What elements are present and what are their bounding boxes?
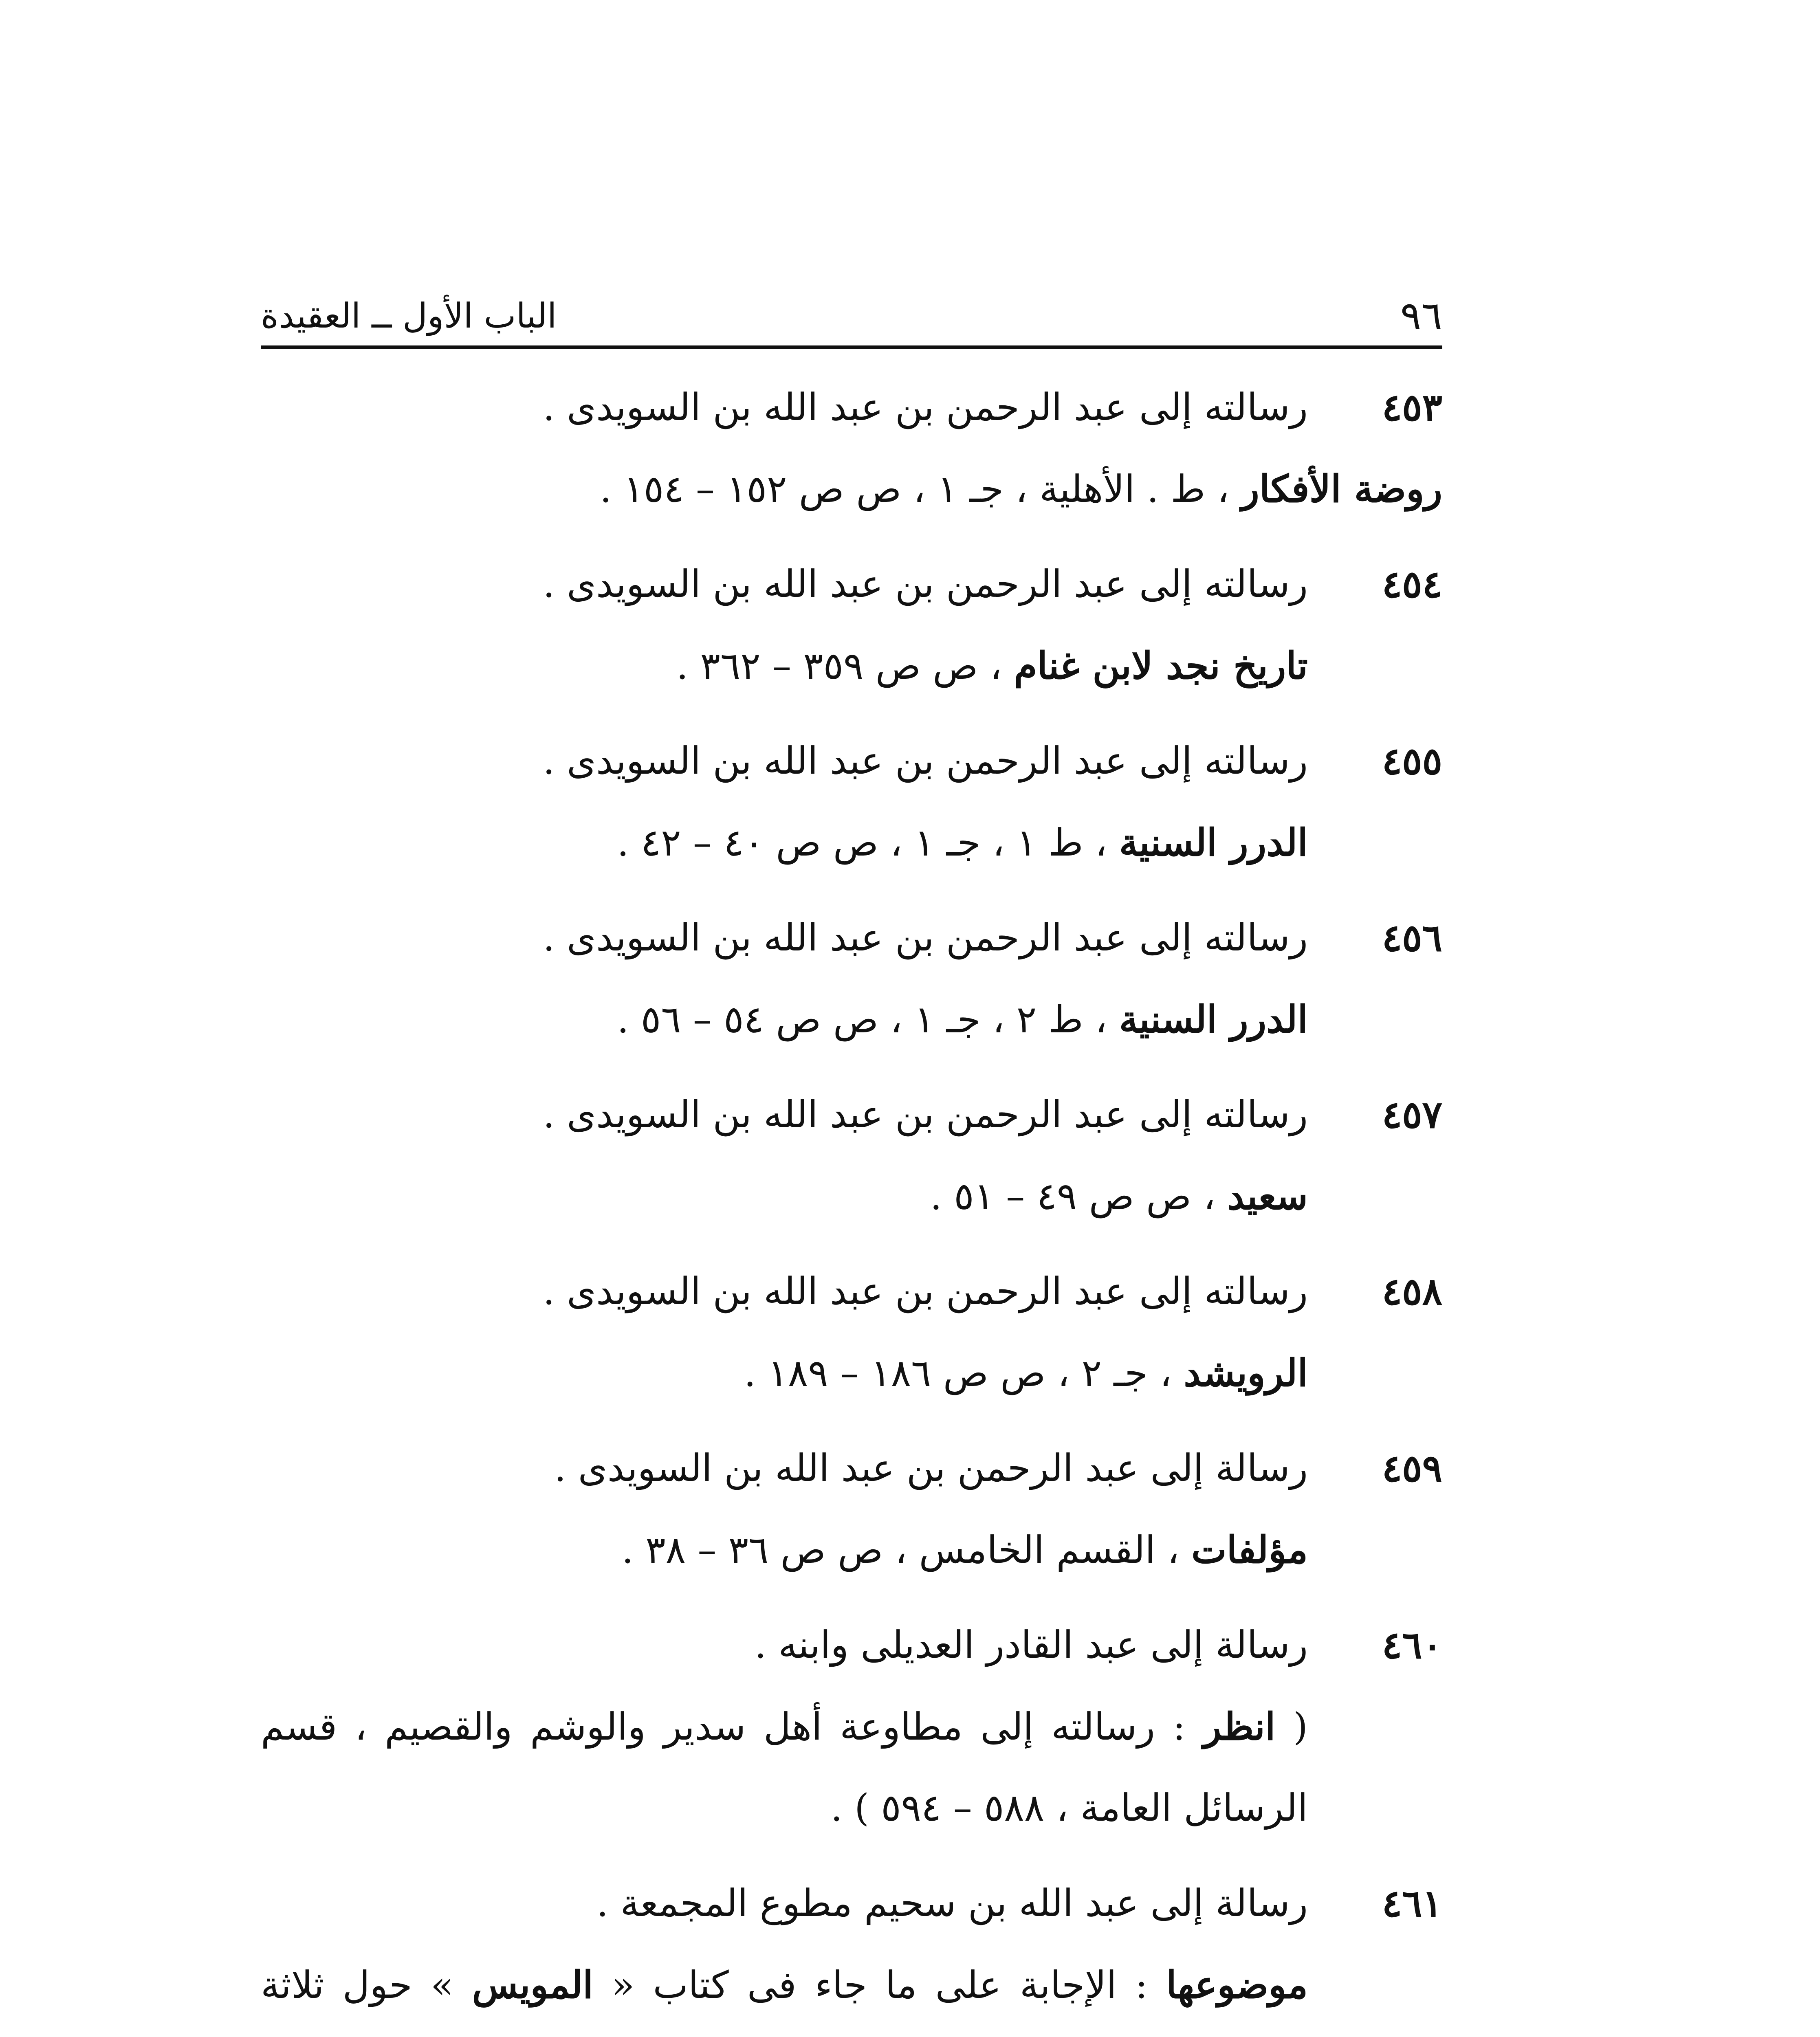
- reference-source: مؤلفات: [1191, 1528, 1308, 1572]
- entry-453: [261, 367, 1442, 530]
- page-header: [261, 285, 1442, 346]
- entry-456: [261, 897, 1442, 1060]
- topic-text-a: : الإجابة على ما جاء فى كتاب «: [593, 1963, 1166, 2007]
- entry-number: ٤٥٤: [1382, 562, 1442, 606]
- reference-details: ، ط ١ ، جـ ١ ، ص ص ٤٠ – ٤٢ .: [617, 821, 1119, 865]
- entry-reference: [261, 1332, 1442, 1414]
- entry-460: [261, 1604, 1442, 1849]
- entry-459: [261, 1428, 1442, 1590]
- entry-455: [261, 720, 1442, 883]
- entry-454: [261, 543, 1442, 706]
- topic-text-b: » حول ثلاثة: [261, 1963, 472, 2007]
- entry-number: ٤٥٨: [1382, 1269, 1442, 1313]
- entry-title: رسالة إلى عبد القادر العديلى وابنه .: [754, 1623, 1308, 1667]
- reference-source: روضة الأفكار: [1241, 467, 1442, 511]
- entry-number: ٤٥٩: [1382, 1446, 1442, 1490]
- entry-number: ٤٥٥: [1382, 739, 1442, 783]
- entry-title: رسالة إلى عبد الله بن سحيم مطوع المجمعة .: [596, 1881, 1308, 1925]
- reference-details: ، جـ ٢ ، ص ص ١٨٦ – ١٨٩ .: [744, 1351, 1184, 1395]
- entry-topic: [261, 1944, 1442, 2026]
- entry-reference: [261, 625, 1442, 706]
- reference-details: ، ط ٢ ، جـ ١ ، ص ص ٥٤ – ٥٦ .: [617, 998, 1119, 1041]
- reference-details: ، ص ص ٤٩ – ٥١ .: [930, 1175, 1228, 1218]
- entry-reference: [261, 1509, 1442, 1590]
- entry-title: رسالته إلى عبد الرحمن بن عبد الله بن السويدى .: [543, 1093, 1308, 1136]
- entry-title: رسالته إلى عبد الرحمن بن عبد الله بن السويدى .: [543, 385, 1308, 429]
- entry-reference: [261, 802, 1442, 883]
- reference-source: الرويشد: [1184, 1351, 1308, 1395]
- entry-number: ٤٦٠: [1382, 1623, 1442, 1667]
- entry-see-also: [261, 1686, 1442, 1767]
- reference-source: سعيد: [1227, 1174, 1308, 1218]
- entry-number: ٤٥٦: [1382, 916, 1442, 960]
- see-open-paren: (: [1275, 1705, 1308, 1749]
- entry-458: [261, 1251, 1442, 1414]
- entries-list: [261, 367, 1442, 2037]
- reference-source: تاريخ نجد لابن غنام: [1014, 644, 1308, 688]
- entry-title: رسالته إلى عبد الرحمن بن عبد الله بن السويدى .: [543, 739, 1308, 783]
- topic-label: موضوعها: [1166, 1963, 1308, 2007]
- entry-number: ٤٥٧: [1382, 1093, 1442, 1137]
- entry-number: ٤٥٣: [1382, 385, 1442, 429]
- entry-number: ٤٦١: [1382, 1881, 1442, 1925]
- entry-reference: [261, 979, 1442, 1060]
- entry-reference: [261, 1155, 1442, 1237]
- entry-title: رسالة إلى عبد الرحمن بن عبد الله بن السويدى .: [554, 1446, 1308, 1490]
- entry-461: [261, 1863, 1442, 2037]
- reference-details: ، ص ص ٣٥٩ – ٣٦٢ .: [676, 644, 1014, 688]
- topic-book-title: المويس: [472, 1963, 593, 2007]
- see-label: انظر: [1203, 1705, 1276, 1749]
- entry-title: رسالته إلى عبد الرحمن بن عبد الله بن السويدى .: [543, 916, 1308, 959]
- entry-see-also-cont: الرسائل العامة ، ٥٨٨ – ٥٩٤ ) .: [830, 1786, 1308, 1830]
- reference-details: ، القسم الخامس ، ص ص ٣٦ – ٣٨ .: [621, 1528, 1191, 1572]
- header-rule: [261, 345, 1442, 349]
- entry-457: [261, 1074, 1442, 1237]
- page-number: ٩٦: [1400, 293, 1442, 339]
- entry-reference: [261, 448, 1442, 530]
- entry-topic-cont: [261, 2026, 1442, 2037]
- reference-details: ، ط . الأهلية ، جـ ١ ، ص ص ١٥٢ – ١٥٤ .: [600, 467, 1241, 511]
- reference-source: الدرر السنية: [1119, 997, 1308, 1041]
- reference-source: الدرر السنية: [1119, 821, 1308, 865]
- see-text: : رسالته إلى مطاوعة أهل سدير والوشم والقصيم ، قسم: [261, 1705, 1204, 1749]
- entry-title: رسالته إلى عبد الرحمن بن عبد الله بن السويدى .: [543, 562, 1308, 606]
- entry-title: رسالته إلى عبد الرحمن بن عبد الله بن السويدى .: [543, 1269, 1308, 1313]
- running-title: الباب الأول ــ العقيدة: [261, 296, 557, 336]
